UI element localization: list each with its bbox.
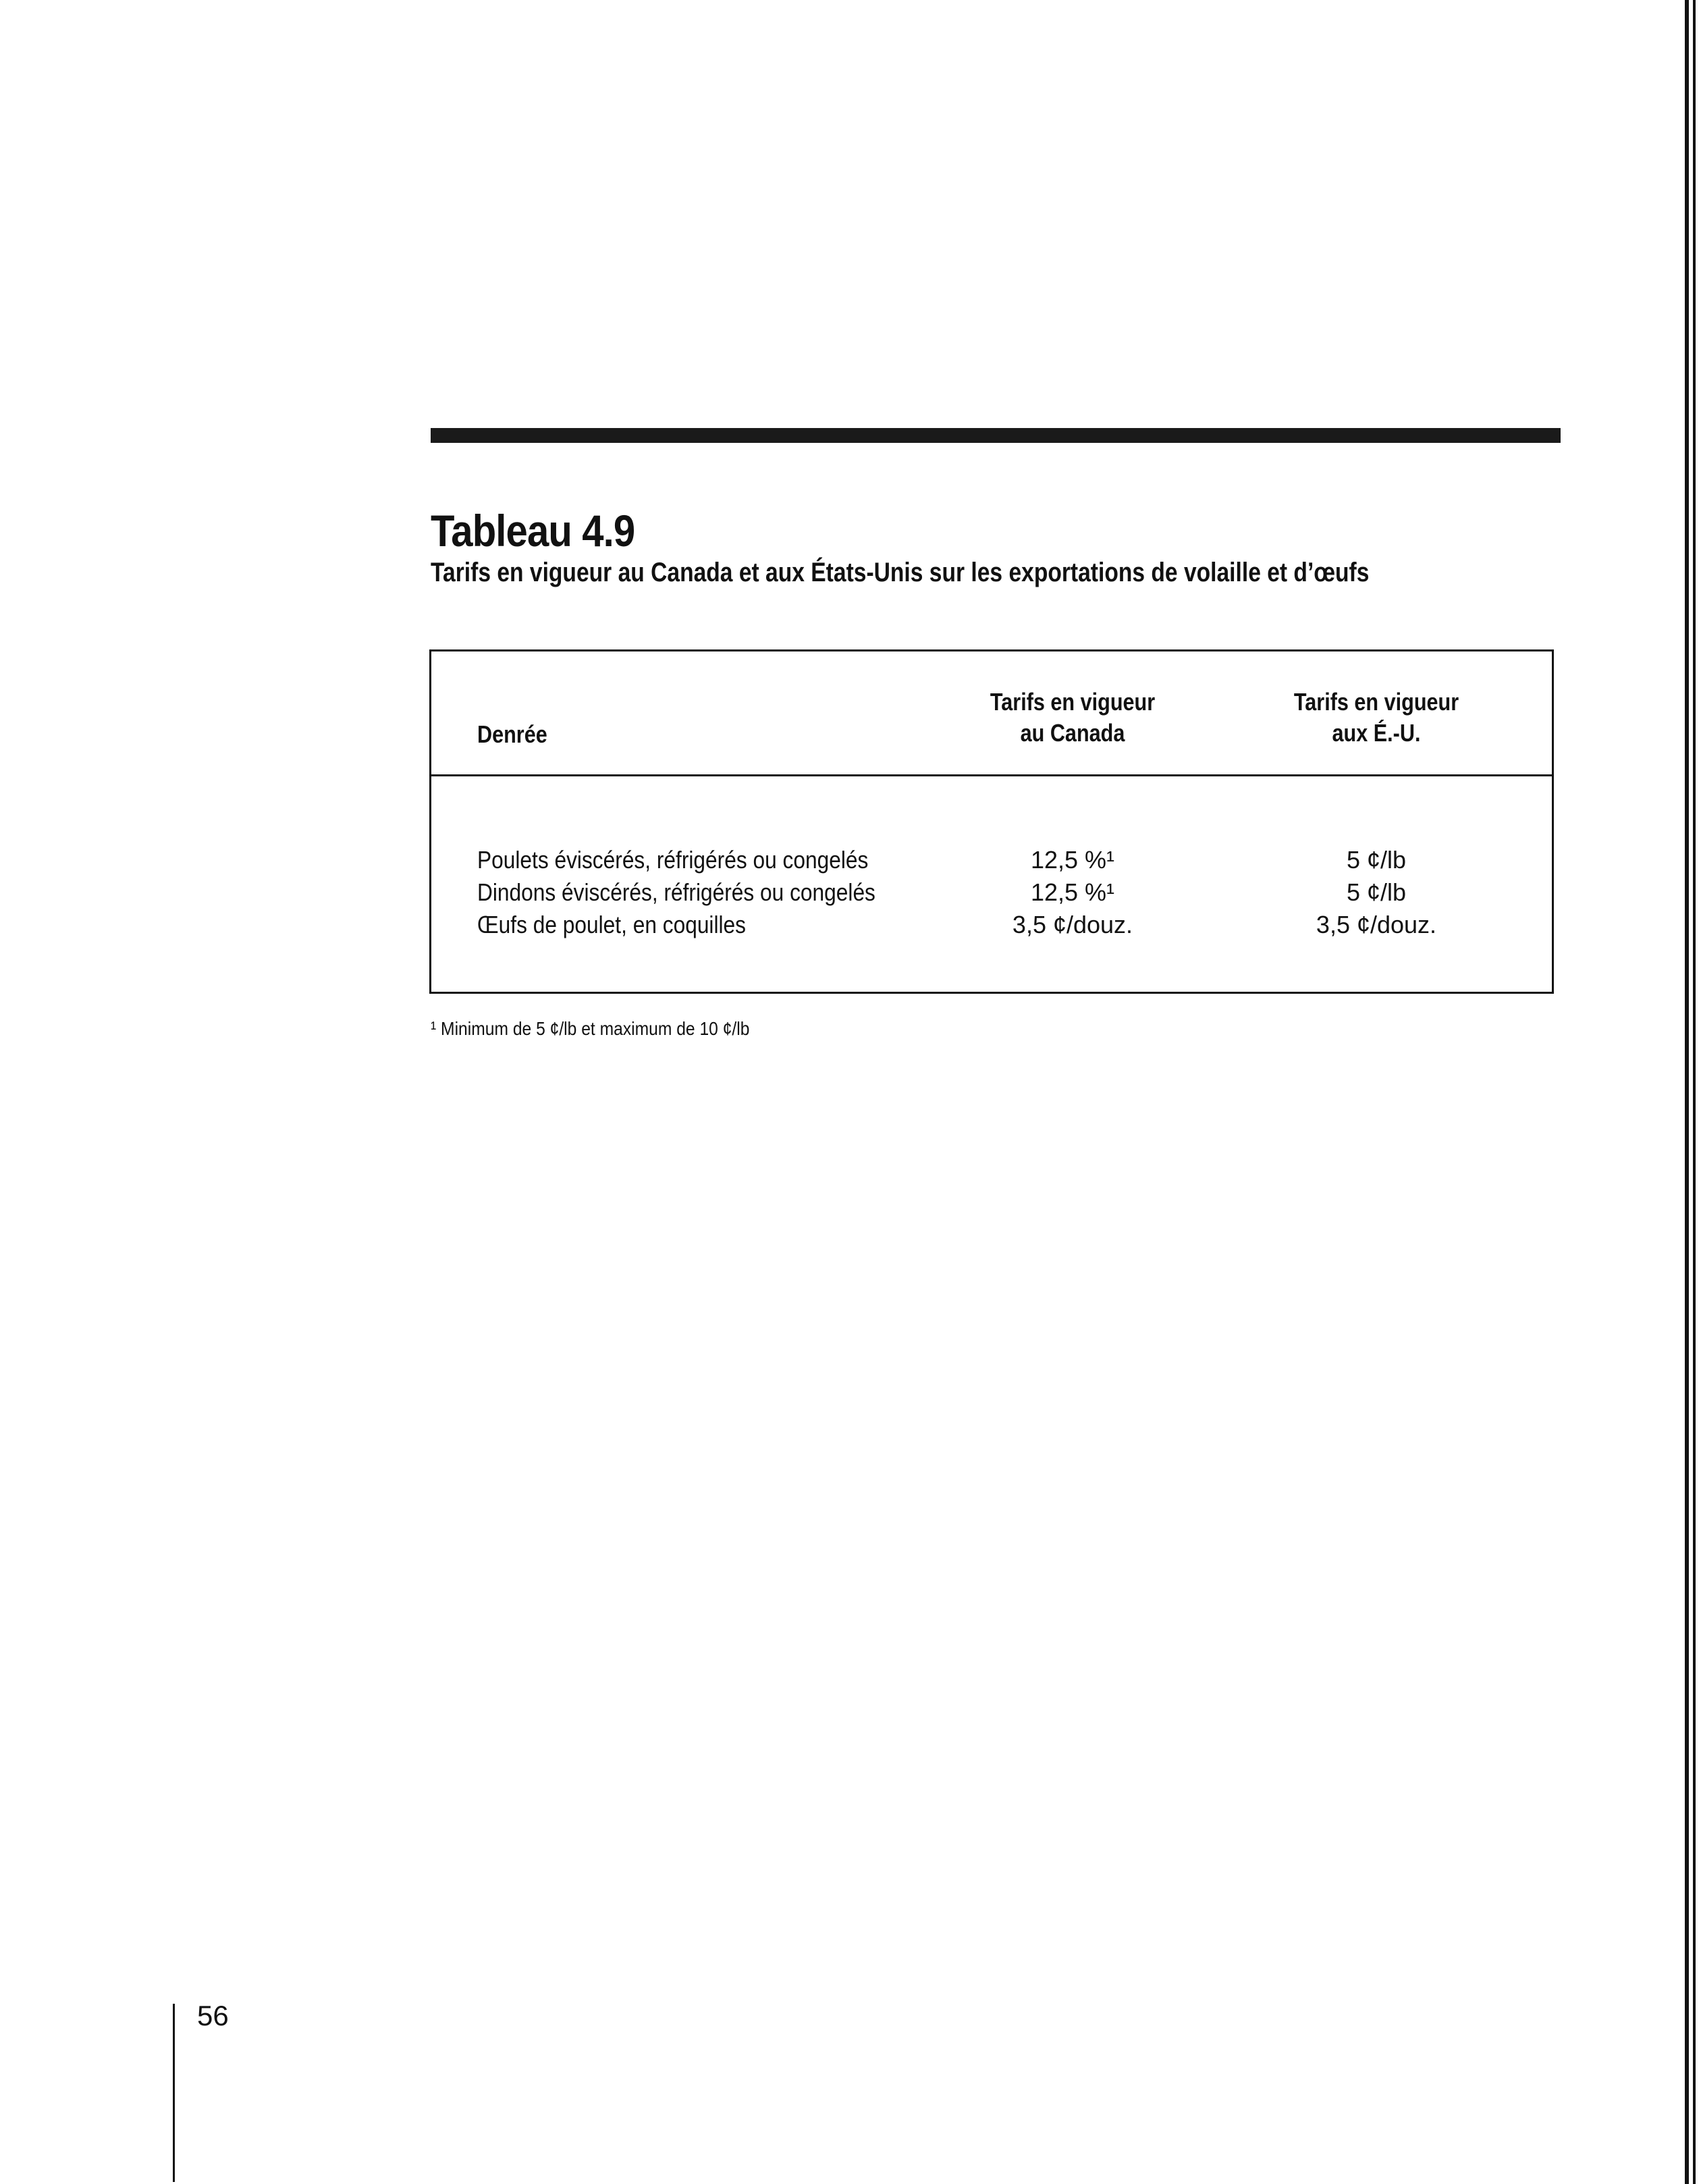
row-commodity: Poulets éviscérés, réfrigérés ou congelés xyxy=(477,846,869,874)
scan-edge-bar xyxy=(1693,0,1696,2184)
table-row xyxy=(431,911,1552,943)
row-us-tariff: 5 ¢/lb xyxy=(1346,878,1407,906)
row-commodity: Œufs de poulet, en coquilles xyxy=(477,911,747,938)
top-rule xyxy=(431,428,1561,443)
header-canada-line2: au Canada xyxy=(1020,719,1125,747)
table-row xyxy=(431,878,1552,911)
tariff-table xyxy=(429,649,1554,994)
table-footnote: ¹ Minimum de 5 ¢/lb et maximum de 10 ¢/lb xyxy=(431,1018,750,1039)
page-number: 56 xyxy=(197,2000,229,2031)
header-us xyxy=(1201,687,1552,749)
row-canada-tariff: 12,5 %¹ xyxy=(1030,878,1115,906)
header-canada xyxy=(897,687,1248,749)
header-us-line2: aux É.-U. xyxy=(1332,719,1421,747)
row-canada-tariff: 3,5 ¢/douz. xyxy=(1012,911,1133,938)
header-canada-line1: Tarifs en vigueur xyxy=(990,688,1156,716)
row-us-tariff: 5 ¢/lb xyxy=(1346,846,1407,874)
row-commodity: Dindons éviscérés, réfrigérés ou congelés xyxy=(477,878,875,906)
header-us-line1: Tarifs en vigueur xyxy=(1293,688,1459,716)
table-row xyxy=(431,846,1552,878)
scan-edge-bar xyxy=(1685,0,1689,2184)
header-commodity: Denrée xyxy=(477,720,547,748)
table-title: Tableau 4.9 xyxy=(431,506,635,556)
table-subtitle: Tarifs en vigueur au Canada et aux États-Unis sur les exportations de volaille et d’œufs xyxy=(431,558,1370,587)
row-us-tariff: 3,5 ¢/douz. xyxy=(1316,911,1437,938)
header-divider xyxy=(431,774,1552,776)
page-margin-rule xyxy=(173,2004,175,2182)
row-canada-tariff: 12,5 %¹ xyxy=(1030,846,1115,874)
